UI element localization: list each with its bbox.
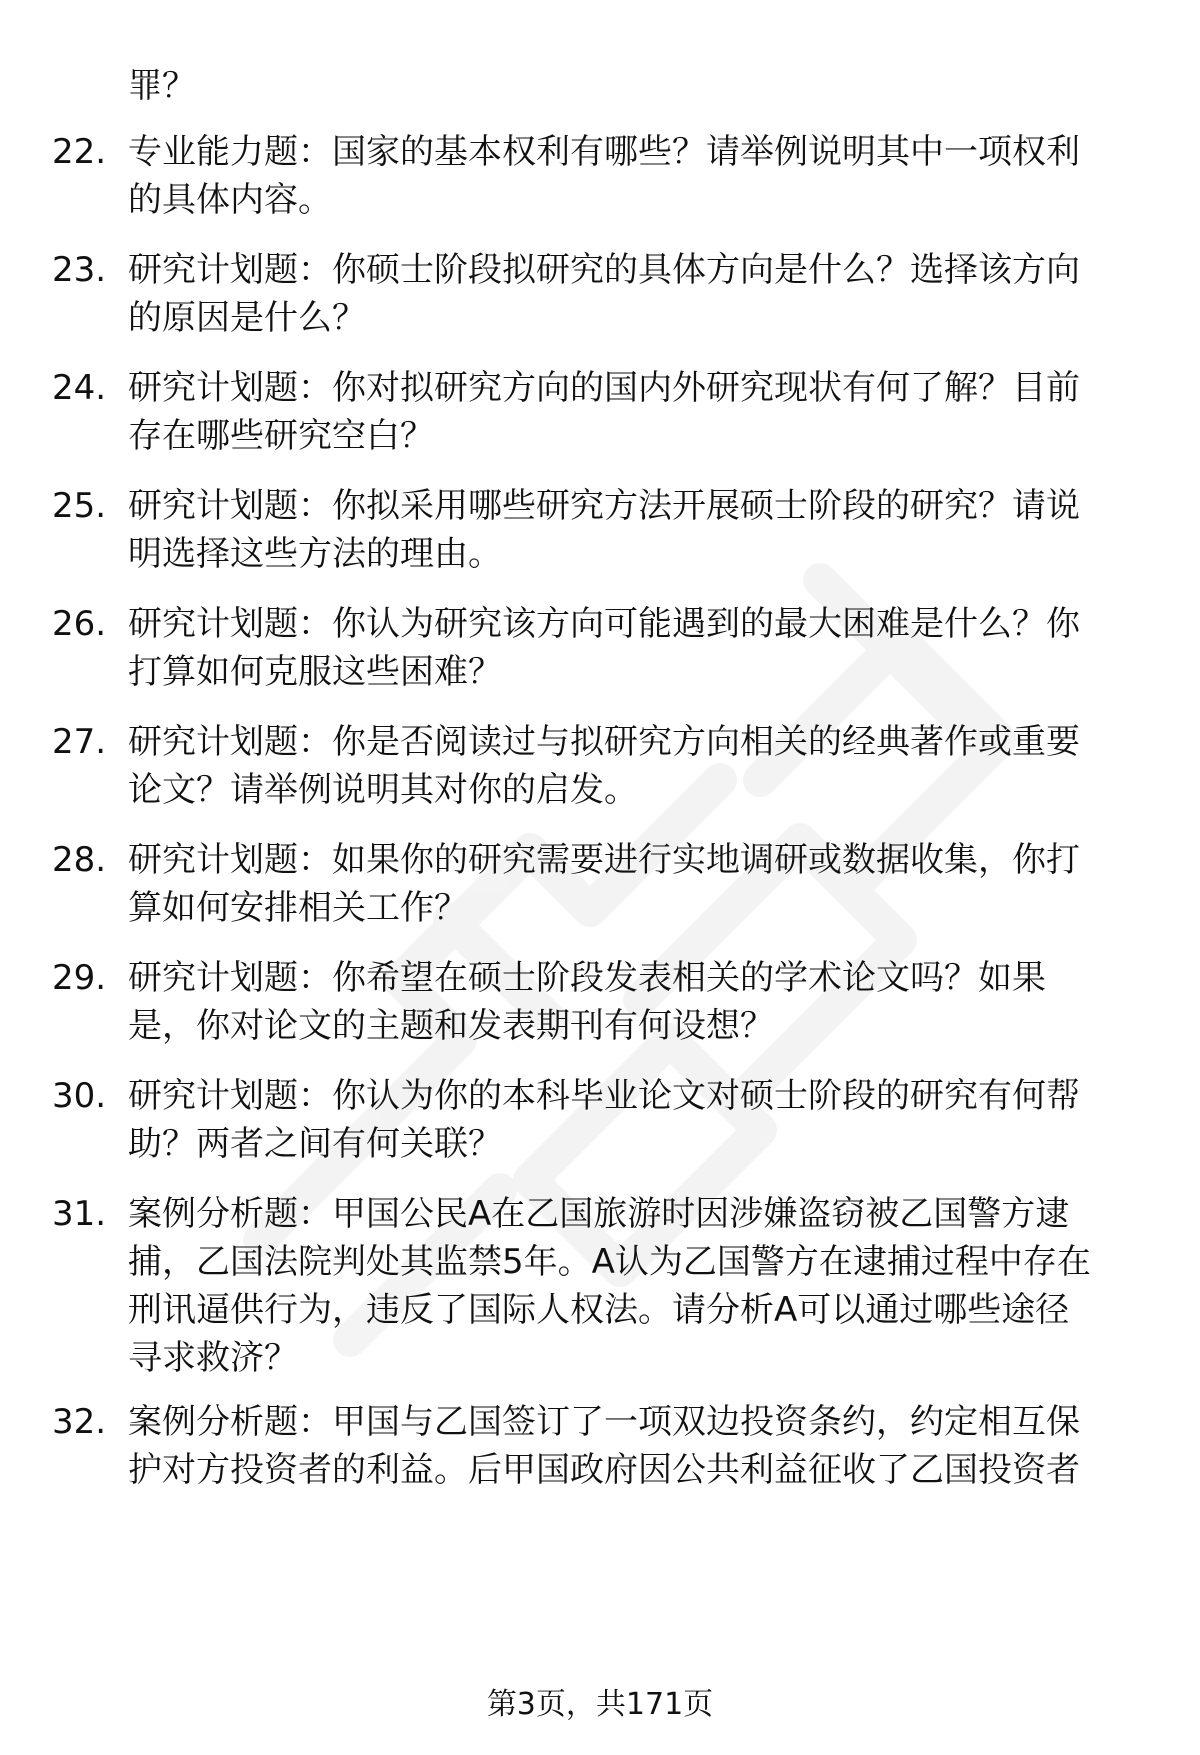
item-text: 罪？ <box>128 66 196 106</box>
item-number: 26. <box>52 604 107 644</box>
item-text: 案例分析题：甲国公民A在乙国旅游时因涉嫌盗窃被乙国警方逮 捕，乙国法院判处其监禁5年。A认为乙国警方在逮捕过程中存在 刑讯逼供行为，违反了国际人权法。请分析A可以通过哪些途径 寻求救济？ <box>128 1194 1091 1378</box>
item-text: 研究计划题：你拟采用哪些研究方法开展硕士阶段的研究？请说 明选择这些方法的理由。 <box>128 486 1080 574</box>
item-text: 研究计划题：你对拟研究方向的国内外研究现状有何了解？目前 存在哪些研究空白？ <box>128 368 1080 456</box>
item-text: 研究计划题：你认为你的本科毕业论文对硕士阶段的研究有何帮 助？两者之间有何关联？ <box>128 1076 1080 1164</box>
item-text: 研究计划题：你硕士阶段拟研究的具体方向是什么？选择该方向 的原因是什么？ <box>128 250 1080 338</box>
item-text: 研究计划题：你认为研究该方向可能遇到的最大困难是什么？你 打算如何克服这些困难？ <box>128 604 1080 692</box>
item-text: 案例分析题：甲国与乙国签订了一项双边投资条约，约定相互保 护对方投资者的利益。后甲国政府因公共利益征收了乙国投资者 <box>128 1402 1080 1490</box>
item-text: 研究计划题：你希望在硕士阶段发表相关的学术论文吗？如果 是，你对论文的主题和发表期刊有何设想？ <box>128 958 1046 1046</box>
item-text: 专业能力题：国家的基本权利有哪些？请举例说明其中一项权利 的具体内容。 <box>128 132 1080 220</box>
item-number: 25. <box>52 486 107 526</box>
item-number: 23. <box>52 250 107 290</box>
item-text: 研究计划题：你是否阅读过与拟研究方向相关的经典著作或重要 论文？请举例说明其对你的启发。 <box>128 722 1080 810</box>
item-number: 30. <box>52 1076 107 1116</box>
item-number: 24. <box>52 368 107 408</box>
item-number: 22. <box>52 132 107 172</box>
item-number: 28. <box>52 840 107 880</box>
item-number: 29. <box>52 958 107 998</box>
page-footer: 第3页，共171页 <box>486 1687 714 1722</box>
item-text: 研究计划题：如果你的研究需要进行实地调研或数据收集，你打 算如何安排相关工作？ <box>128 840 1080 928</box>
item-number: 31. <box>52 1194 107 1234</box>
item-number: 32. <box>52 1402 107 1442</box>
item-number: 27. <box>52 722 107 762</box>
